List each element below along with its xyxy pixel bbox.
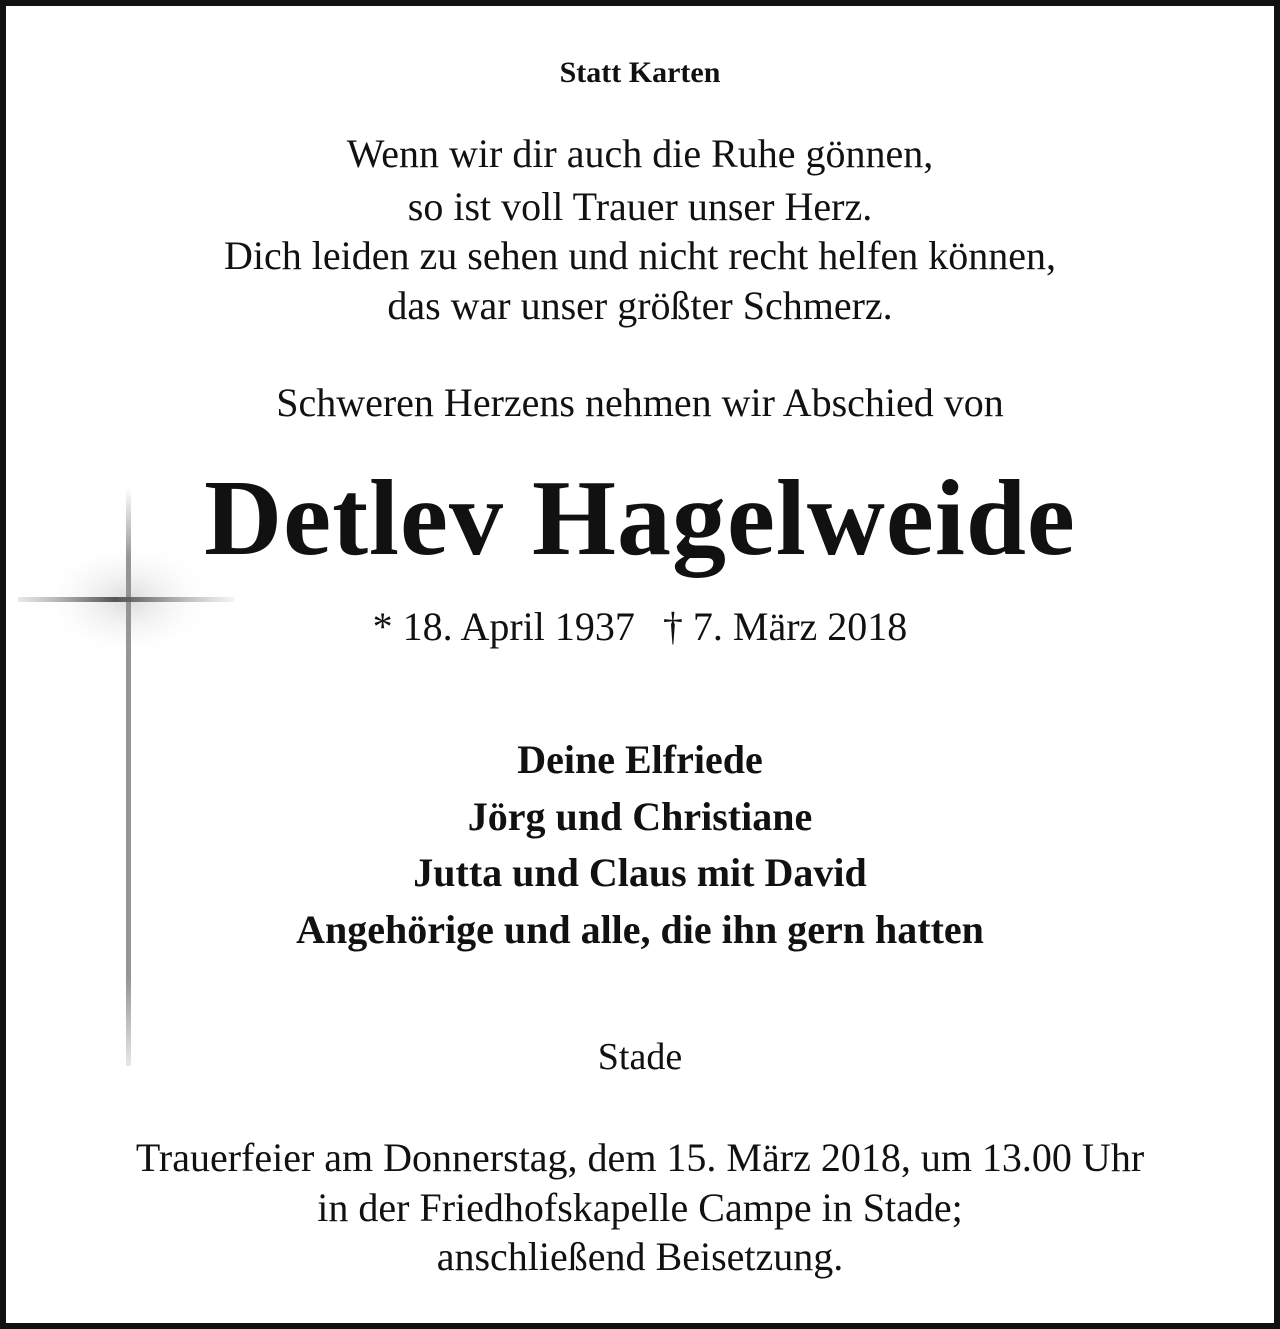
place-label: Stade [597, 1036, 683, 1078]
deceased-name: Detlev Hagelweide [204, 459, 1076, 578]
verse-line-3: Dich leiden zu sehen und nicht recht helfen können, [224, 233, 1056, 278]
header-label: Statt Karten [559, 56, 721, 89]
ceremony-line-2: in der Friedhofskapelle Campe in Stade; [317, 1185, 963, 1230]
verse-line-4: das war unser größter Schmerz. [387, 283, 893, 328]
verse-line-2: so ist voll Trauer unser Herz. [407, 184, 873, 229]
life-dates [0, 604, 1280, 649]
birth-date: * 18. April 1937 [372, 604, 635, 649]
mourner-line-3: Jutta und Claus mit David [413, 850, 867, 895]
death-date: † 7. März 2018 [662, 604, 908, 649]
ceremony-line-3: anschließend Beisetzung. [436, 1234, 844, 1279]
mourner-line-2: Jörg und Christiane [467, 794, 813, 839]
ceremony-line-1: Trauerfeier am Donnerstag, dem 15. März 2018, um 13.00 Uhr [135, 1135, 1145, 1180]
mourner-line-4: Angehörige und alle, die ihn gern hatten [296, 907, 984, 952]
intro-text: Schweren Herzens nehmen wir Abschied von [276, 380, 1004, 425]
verse-line-1: Wenn wir dir auch die Ruhe gönnen, [346, 131, 934, 176]
mourner-line-1: Deine Elfriede [517, 737, 763, 782]
